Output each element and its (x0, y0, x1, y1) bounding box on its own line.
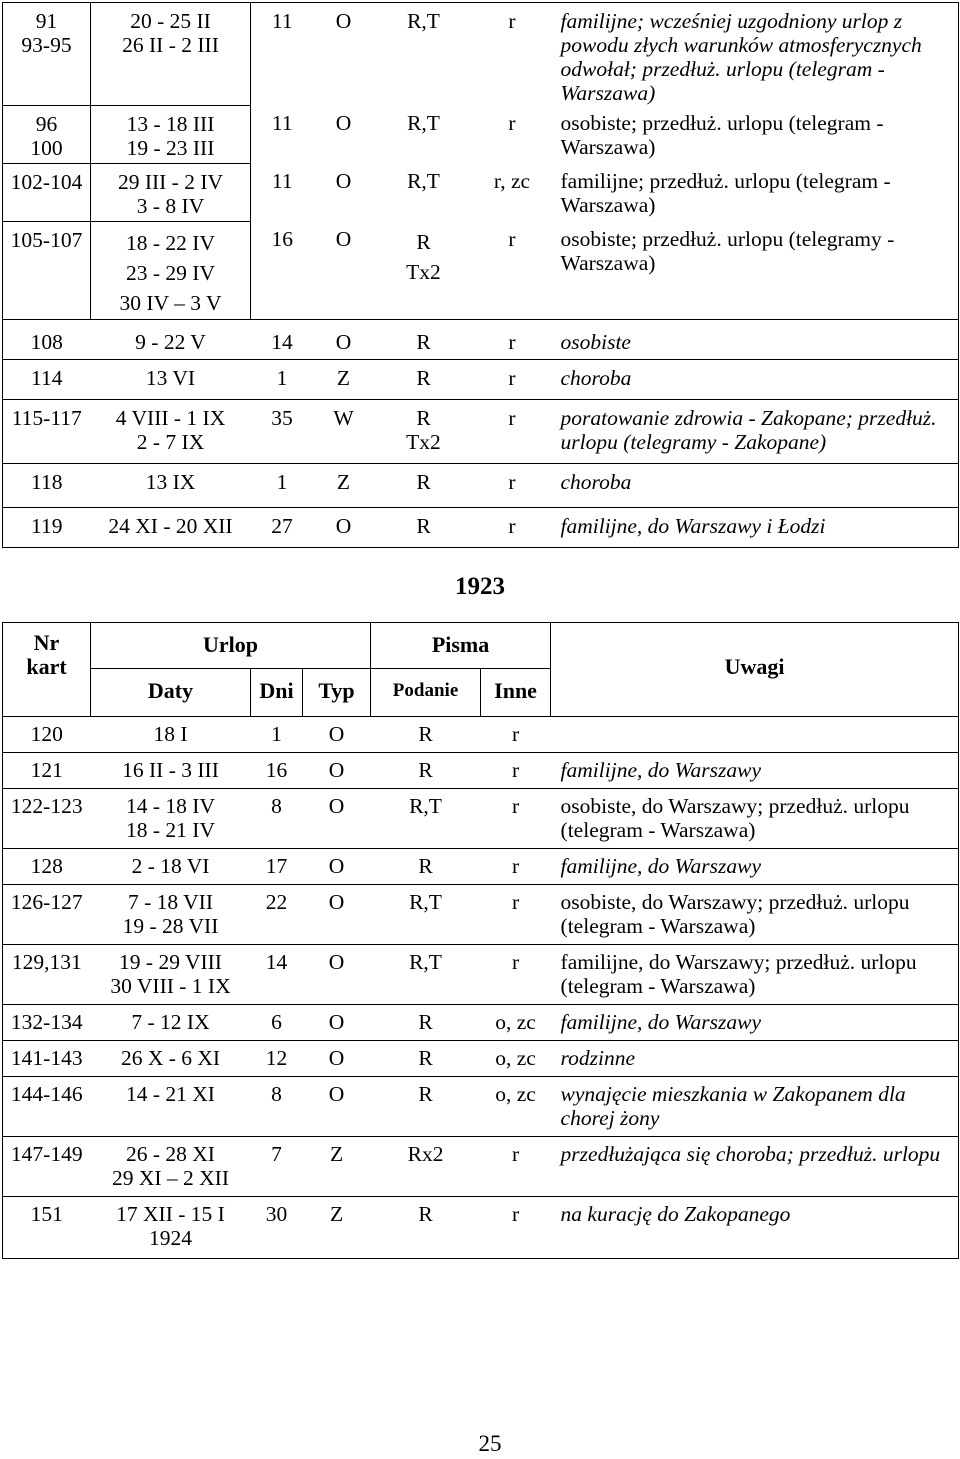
remarks: rodzinne (551, 1041, 959, 1077)
leave-type: Z (314, 463, 374, 507)
remarks: familijne, do Warszawy i Łodzi (551, 507, 959, 547)
table-row (3, 1137, 959, 1197)
request-form: R (371, 1041, 481, 1077)
leave-days: 1 (251, 463, 314, 507)
other-docs: r (481, 1137, 551, 1197)
request-form: R Tx2 (374, 399, 474, 463)
leave-days: 16 (251, 221, 314, 319)
leave-days: 30 (251, 1197, 303, 1259)
leave-type: O (303, 1041, 371, 1077)
remarks: osobiste, do Warszawy; przedłuż. urlopu (telegram - Warszawa) (551, 885, 959, 945)
column-header-card-number: Nr kart (3, 623, 91, 717)
leave-days: 35 (251, 399, 314, 463)
card-number: 91 93-95 (3, 3, 91, 106)
request-form: R (371, 1005, 481, 1041)
leave-type: Z (303, 1137, 371, 1197)
leave-type: O (335, 111, 352, 135)
card-number: 144-146 (3, 1077, 91, 1137)
leave-type: O (303, 789, 371, 849)
remarks: wynajęcie mieszkania w Zakopanem dla chorej żony (551, 1077, 959, 1137)
table-row (3, 507, 959, 547)
card-number: 132-134 (3, 1005, 91, 1041)
leave-days: 6 (251, 1005, 303, 1041)
remarks: familijne; przedłuż. urlopu (telegram - Warszawa) (551, 163, 959, 221)
leave-dates: 26 X - 6 XI (91, 1041, 251, 1077)
card-number: 122-123 (3, 789, 91, 849)
request-form: R (371, 1077, 481, 1137)
leave-days: 8 (251, 1077, 303, 1137)
remarks: poratowanie zdrowia - Zakopane; przedłuż. urlopu (telegramy - Zakopane) (551, 399, 959, 463)
table-row (3, 1005, 959, 1041)
other-docs: r (474, 3, 551, 106)
other-docs: r (474, 463, 551, 507)
leave-type: O (303, 717, 371, 753)
other-docs: r (508, 111, 516, 135)
leave-type: O (303, 945, 371, 1005)
other-docs: r (481, 789, 551, 849)
table-row (3, 1041, 959, 1077)
leave-dates: 14 - 21 XI (91, 1077, 251, 1137)
column-header-days: Dni (251, 669, 303, 717)
other-docs: r (508, 227, 516, 251)
leave-type: O (314, 3, 374, 106)
card-number: 96 100 (3, 105, 91, 163)
table-header-row (3, 623, 959, 669)
remarks (551, 717, 959, 753)
request-form: R (374, 463, 474, 507)
table-row (3, 319, 959, 359)
card-number: 102-104 (3, 163, 91, 221)
leave-dates: 18 - 22 IV 23 - 29 IV 30 IV – 3 V (91, 221, 251, 319)
leave-type: O (335, 227, 352, 251)
leave-type: O (314, 319, 374, 359)
leave-type: W (314, 399, 374, 463)
other-docs: r (474, 507, 551, 547)
leave-dates: 4 VIII - 1 IX 2 - 7 IX (91, 399, 251, 463)
request-form: R (374, 359, 474, 399)
remarks: choroba (551, 359, 959, 399)
request-form: R,T (407, 111, 440, 135)
year-heading: 1923 (455, 573, 505, 600)
card-number: 108 (3, 319, 91, 359)
card-number: 121 (3, 753, 91, 789)
table-row (3, 789, 959, 849)
page-number: 25 (478, 1431, 502, 1456)
leave-days: 11 (251, 163, 314, 221)
card-number: 129,131 (3, 945, 91, 1005)
leave-dates: 7 - 12 IX (91, 1005, 251, 1041)
leave-type: O (303, 849, 371, 885)
table-row (3, 463, 959, 507)
leave-dates: 16 II - 3 III (91, 753, 251, 789)
card-number: 114 (3, 359, 91, 399)
leave-dates: 2 - 18 VI (91, 849, 251, 885)
table-row (3, 3, 959, 106)
request-form: R,T (407, 169, 440, 193)
other-docs: o, zc (481, 1005, 551, 1041)
table-row (3, 1077, 959, 1137)
card-number: 141-143 (3, 1041, 91, 1077)
leave-days: 7 (251, 1137, 303, 1197)
other-docs: r, zc (493, 169, 531, 193)
card-number: 119 (3, 507, 91, 547)
leave-dates: 13 - 18 III 19 - 23 III (91, 105, 251, 163)
table-row (3, 399, 959, 463)
leave-dates: 13 IX (91, 463, 251, 507)
leave-days: 27 (251, 507, 314, 547)
card-number: 151 (3, 1197, 91, 1259)
request-form: R Tx2 (406, 230, 441, 284)
leave-days: 22 (251, 885, 303, 945)
remarks: osobiste, do Warszawy; przedłuż. urlopu (telegram - Warszawa) (551, 789, 959, 849)
leave-dates: 18 I (91, 717, 251, 753)
card-number: 126-127 (3, 885, 91, 945)
leave-dates: 19 - 29 VIII 30 VIII - 1 IX (91, 945, 251, 1005)
card-number: 147-149 (3, 1137, 91, 1197)
other-docs: r (481, 717, 551, 753)
leave-days: 14 (251, 319, 314, 359)
leave-dates: 24 XI - 20 XII (91, 507, 251, 547)
leave-type: O (303, 1077, 371, 1137)
table-row (3, 849, 959, 885)
leave-days: 12 (251, 1041, 303, 1077)
remarks: familijne; wcześniej uzgodniony urlop z powodu złych warunków atmosferycznych odwołał; przedłuż. urlopu (telegram - Warszawa) (551, 3, 959, 106)
remarks: familijne, do Warszawy (551, 753, 959, 789)
leave-days: 11 (251, 3, 314, 106)
other-docs: r (474, 319, 551, 359)
column-header-dates: Daty (91, 669, 251, 717)
leave-days: 1 (251, 359, 314, 399)
request-form: Rx2 (371, 1137, 481, 1197)
other-docs: o, zc (481, 1041, 551, 1077)
remarks: osobiste; przedłuż. urlopu (telegramy - Warszawa) (551, 221, 959, 319)
table-row (3, 163, 959, 221)
leave-days: 11 (251, 105, 314, 163)
request-form: R,T (371, 885, 481, 945)
leave-days: 8 (251, 789, 303, 849)
other-docs: r (474, 359, 551, 399)
leave-type: O (303, 885, 371, 945)
leave-table-1922 (2, 2, 959, 548)
card-number: 118 (3, 463, 91, 507)
leave-type: O (303, 753, 371, 789)
table-row (3, 885, 959, 945)
remarks: osobiste (551, 319, 959, 359)
remarks: familijne, do Warszawy; przedłuż. urlopu (telegram - Warszawa) (551, 945, 959, 1005)
remarks: familijne, do Warszawy (551, 849, 959, 885)
leave-type: O (335, 169, 352, 193)
other-docs: r (474, 399, 551, 463)
column-header-other: Inne (481, 669, 551, 717)
card-number: 105-107 (3, 221, 91, 319)
column-header-remarks: Uwagi (551, 623, 959, 717)
leave-days: 14 (251, 945, 303, 1005)
leave-dates: 13 VI (91, 359, 251, 399)
column-header-request: Podanie (371, 669, 481, 717)
remarks: choroba (551, 463, 959, 507)
leave-days: 16 (251, 753, 303, 789)
remarks: na kurację do Zakopanego (551, 1197, 959, 1259)
table-row (3, 359, 959, 399)
column-header-documents: Pisma (371, 623, 551, 669)
request-form: R (371, 849, 481, 885)
leave-days: 1 (251, 717, 303, 753)
request-form: R (374, 507, 474, 547)
card-number: 115-117 (3, 399, 91, 463)
request-form: R (371, 1197, 481, 1259)
leave-dates: 14 - 18 IV 18 - 21 IV (91, 789, 251, 849)
table-row (3, 717, 959, 753)
leave-dates: 9 - 22 V (91, 319, 251, 359)
column-header-type: Typ (303, 669, 371, 717)
leave-dates: 26 - 28 XI 29 XI – 2 XII (91, 1137, 251, 1197)
table-row (3, 105, 959, 163)
leave-type: Z (303, 1197, 371, 1259)
leave-type: Z (314, 359, 374, 399)
request-form: R (371, 753, 481, 789)
column-header-leave: Urlop (91, 623, 371, 669)
request-form: R,T (374, 3, 474, 106)
remarks: przedłużająca się choroba; przedłuż. urlopu (551, 1137, 959, 1197)
card-number: 128 (3, 849, 91, 885)
remarks: familijne, do Warszawy (551, 1005, 959, 1041)
other-docs: r (481, 1197, 551, 1259)
request-form: R,T (371, 789, 481, 849)
remarks: osobiste; przedłuż. urlopu (telegram - Warszawa) (551, 105, 959, 163)
card-number: 120 (3, 717, 91, 753)
leave-type: O (303, 1005, 371, 1041)
request-form: R (371, 717, 481, 753)
other-docs: o, zc (481, 1077, 551, 1137)
other-docs: r (481, 885, 551, 945)
leave-type: O (314, 507, 374, 547)
other-docs: r (481, 753, 551, 789)
table-row (3, 221, 959, 319)
table-row (3, 1197, 959, 1259)
leave-days: 17 (251, 849, 303, 885)
table-row (3, 945, 959, 1005)
leave-dates: 7 - 18 VII 19 - 28 VII (91, 885, 251, 945)
other-docs: r (481, 849, 551, 885)
leave-dates: 20 - 25 II 26 II - 2 III (91, 3, 251, 106)
leave-dates: 17 XII - 15 I 1924 (91, 1197, 251, 1259)
table-row (3, 753, 959, 789)
other-docs: r (481, 945, 551, 1005)
leave-dates: 29 III - 2 IV 3 - 8 IV (91, 163, 251, 221)
request-form: R,T (371, 945, 481, 1005)
request-form: R (374, 319, 474, 359)
leave-table-1923 (2, 622, 959, 1259)
